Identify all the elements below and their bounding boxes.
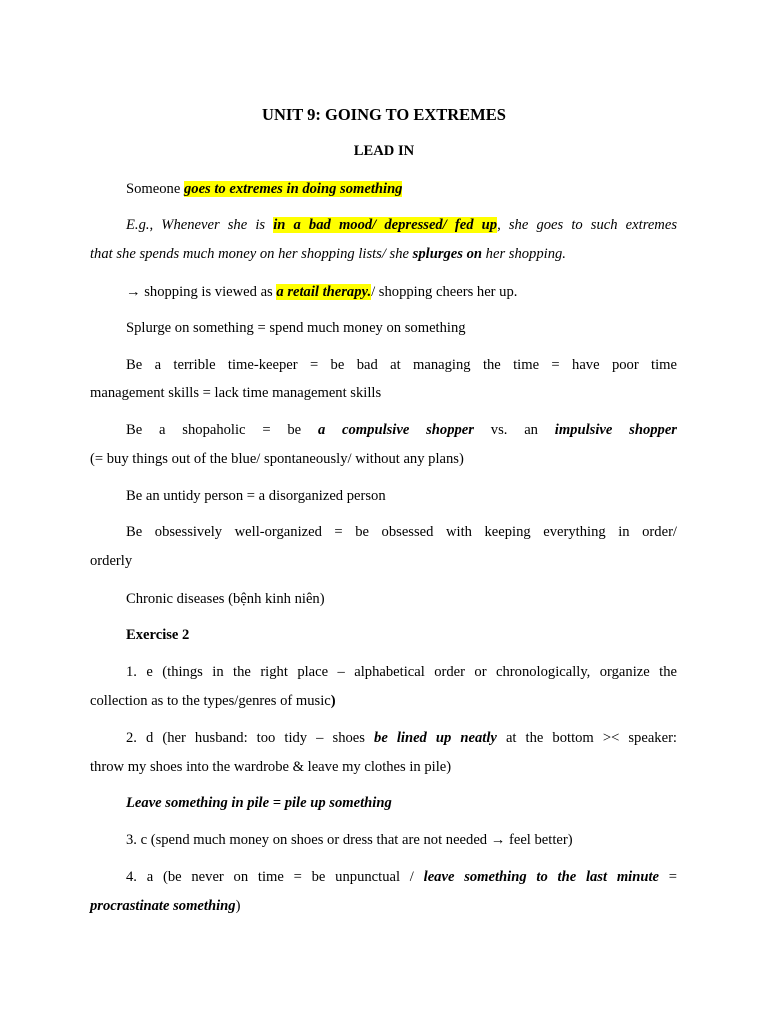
- paragraph-retail-therapy: [126, 278, 677, 307]
- bold-phrase: splurges on: [412, 246, 483, 262]
- paragraph-time-keeper-line1: Be a terrible time-keeper = be bad at managing the time = have poor time: [126, 357, 677, 373]
- paragraph-chronic-diseases: Chronic diseases (bệnh kinh niên): [126, 591, 325, 607]
- paragraph-organized-line2: orderly: [90, 553, 133, 569]
- highlighted-phrase: a retail therapy.: [276, 284, 372, 300]
- paragraph-example-line1: [126, 211, 677, 240]
- text-run: at the bottom >< speaker:: [496, 730, 677, 746]
- bold-phrase: procrastinate something: [90, 898, 236, 914]
- exercise-heading: Exercise 2: [126, 627, 190, 643]
- paragraph-example-line2: [90, 240, 677, 269]
- arrow-icon: →: [490, 832, 506, 848]
- bold-phrase: be lined up neatly: [374, 730, 497, 746]
- text-run: 2. d (her husband: too tidy – shoes: [126, 730, 375, 746]
- exercise-item-2-line1: [126, 724, 677, 753]
- text-run: 3. c (spend much money on shoes or dress that are not needed: [126, 832, 491, 848]
- exercise-item-2-note: Leave something in pile = pile up something: [126, 795, 392, 811]
- bold-phrase: leave something to the last minute: [423, 869, 659, 885]
- text-run: Someone: [126, 181, 184, 197]
- text-run: ): [330, 693, 336, 709]
- bold-phrase: impulsive shopper: [554, 422, 677, 438]
- text-run: that she spends much money on her shopping lists/ she: [90, 246, 413, 262]
- paragraph-untidy: Be an untidy person = a disorganized person: [126, 488, 386, 504]
- page-title: UNIT 9: GOING TO EXTREMES: [262, 105, 506, 124]
- text-run: , she goes to such extremes: [497, 217, 678, 233]
- text-run: her shopping.: [482, 246, 566, 262]
- text-run: ): [235, 898, 241, 914]
- exercise-item-2-line2: throw my shoes into the wardrobe & leave my clothes in pile): [90, 759, 452, 775]
- text-run: / shopping cheers her up.: [371, 284, 518, 300]
- exercise-item-1-line1: 1. e (things in the right place – alphabetical order or chronologically, organize the: [126, 664, 677, 680]
- text-run: 4. a (be never on time = be unpunctual /: [126, 869, 424, 885]
- paragraph-organized-line1: Be obsessively well-organized = be obsessed with keeping everything in order/: [126, 524, 677, 540]
- text-run: feel better): [505, 832, 573, 848]
- section-heading-lead-in: LEAD IN: [353, 143, 415, 159]
- highlighted-phrase: in a bad mood/ depressed/ fed up: [273, 217, 498, 233]
- exercise-item-1-line2: [90, 687, 677, 716]
- exercise-item-3: [126, 826, 677, 855]
- text-run: vs. an: [473, 422, 555, 438]
- arrow-icon: →: [126, 284, 141, 300]
- paragraph-shopaholic-line1: [126, 416, 677, 445]
- text-run: shopping is viewed as: [140, 284, 277, 300]
- exercise-item-4-line2: [90, 892, 677, 921]
- paragraph-time-keeper-line2: management skills = lack time management skills: [90, 385, 382, 401]
- text-run: =: [659, 869, 678, 885]
- highlighted-phrase: goes to extremes in doing something: [183, 181, 403, 197]
- exercise-item-4-line1: [126, 863, 677, 892]
- paragraph-extremes-definition: [126, 175, 677, 204]
- bold-phrase: a compulsive shopper: [317, 422, 474, 438]
- paragraph-splurge: Splurge on something = spend much money on something: [126, 320, 466, 336]
- text-run: collection as to the types/genres of music: [90, 693, 331, 709]
- text-run: E.g., Whenever she is: [126, 217, 274, 233]
- paragraph-shopaholic-line2: (= buy things out of the blue/ spontaneously/ without any plans): [90, 451, 464, 467]
- text-run: Be a shopaholic = be: [126, 422, 318, 438]
